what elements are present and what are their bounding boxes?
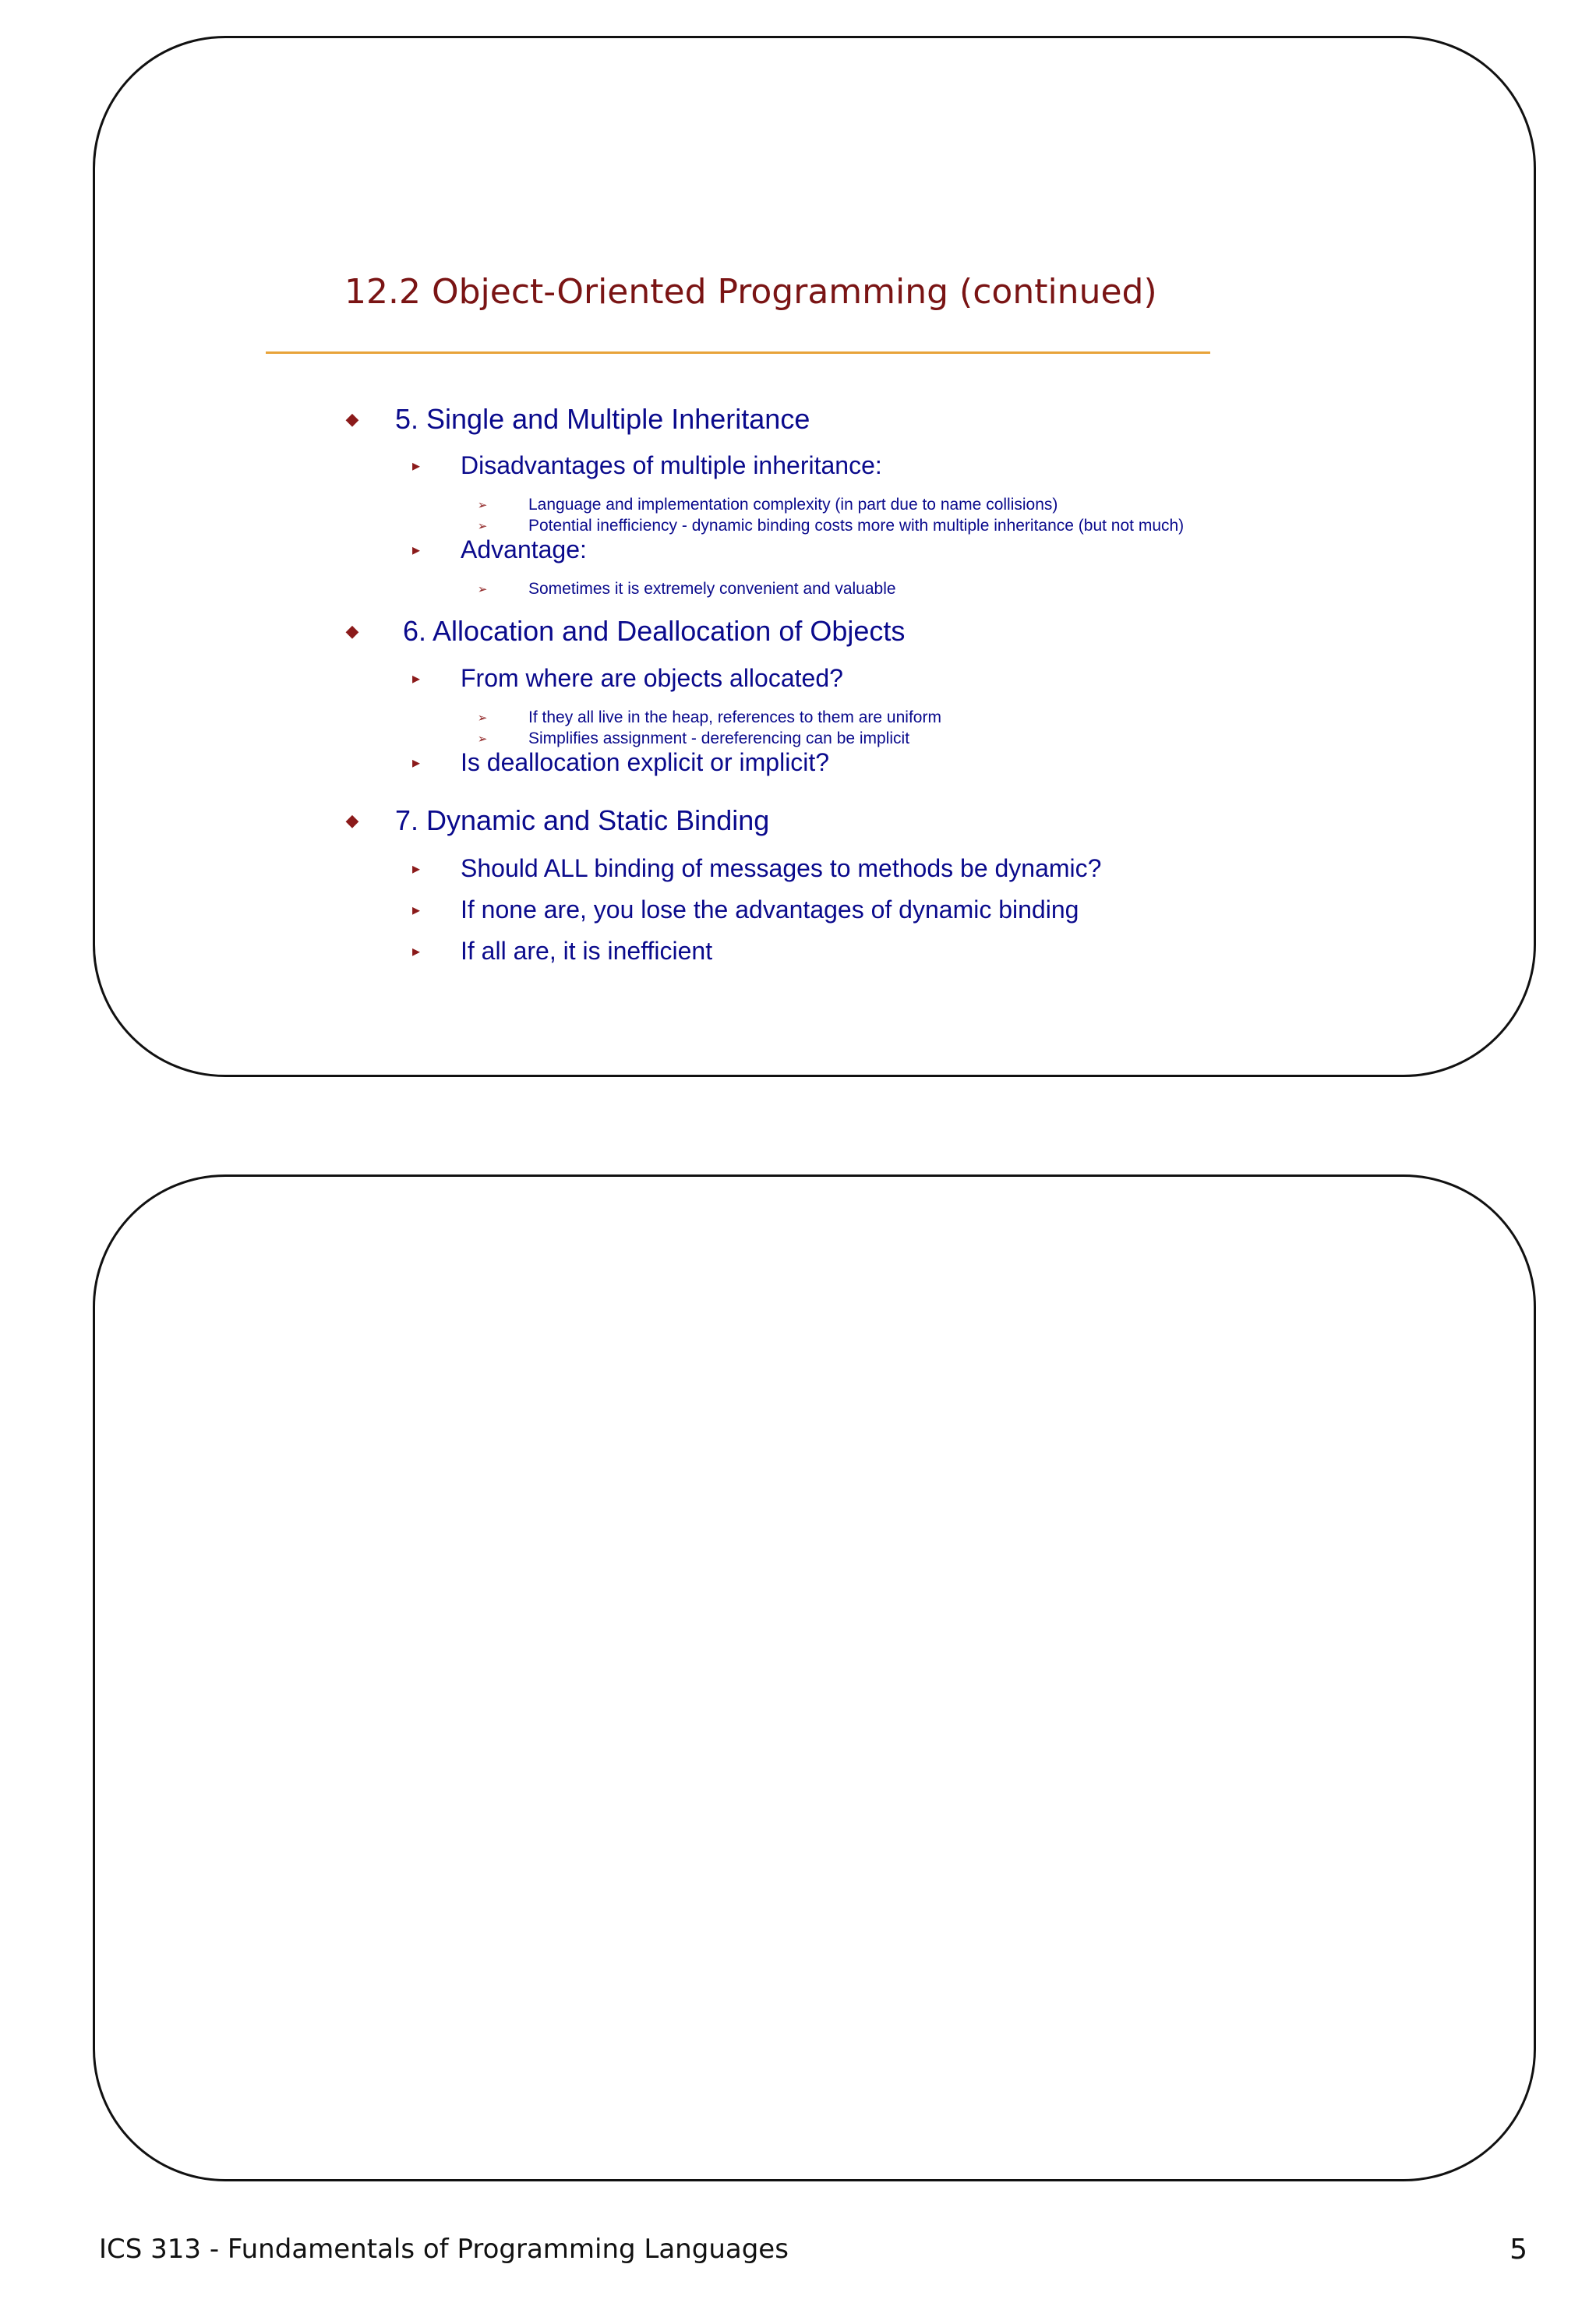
section-heading-allocation xyxy=(344,615,905,648)
slide-title: 12.2 Object-Oriented Programming (continued) xyxy=(344,272,1157,312)
list-item xyxy=(409,895,1079,924)
slide-1-content xyxy=(95,38,1534,1075)
diamond-bullet-icon: ◆ xyxy=(345,621,359,641)
slide-2-blank xyxy=(93,1174,1536,2181)
triangle-bullet-icon: ▸ xyxy=(411,943,421,960)
sub-list-item-text: Simplifies assignment - dereferencing can be implicit xyxy=(528,729,910,747)
list-item-text: Is deallocation explicit or implicit? xyxy=(461,748,830,776)
slide-1 xyxy=(93,36,1536,1077)
diamond-bullet-icon: ◆ xyxy=(345,811,359,830)
list-item xyxy=(409,664,843,693)
list-item-text: Disadvantages of multiple inheritance: xyxy=(461,451,882,479)
sub-list-item xyxy=(477,517,1184,535)
section-heading-binding xyxy=(344,804,769,837)
list-item xyxy=(409,854,1101,883)
arrow-bullet-icon: ➢ xyxy=(477,520,488,533)
sub-list-item xyxy=(477,708,941,727)
triangle-bullet-icon: ▸ xyxy=(411,902,421,919)
diamond-bullet-icon: ◆ xyxy=(345,409,359,429)
triangle-bullet-icon: ▸ xyxy=(411,670,421,687)
sub-list-item-text: Language and implementation complexity (in part due to name collisions) xyxy=(528,496,1058,514)
list-item-text: Advantage: xyxy=(461,535,587,563)
page-number: 5 xyxy=(1509,2234,1527,2266)
list-item xyxy=(409,748,829,777)
list-item-text: If none are, you lose the advantages of dynamic binding xyxy=(461,895,1079,924)
title-underline-rule xyxy=(266,351,1210,354)
footer-course-title: ICS 313 - Fundamentals of Programming Languages xyxy=(99,2234,789,2265)
triangle-bullet-icon: ▸ xyxy=(411,754,421,772)
list-item-text: Should ALL binding of messages to methods be dynamic? xyxy=(461,854,1102,882)
section-heading-inheritance xyxy=(344,403,810,436)
sub-list-item-text: If they all live in the heap, references to them are uniform xyxy=(528,708,941,726)
list-item xyxy=(409,535,587,564)
triangle-bullet-icon: ▸ xyxy=(411,860,421,878)
sub-list-item-text: Potential inefficiency - dynamic binding costs more with multiple inheritance (but not much) xyxy=(528,517,1185,535)
arrow-bullet-icon: ➢ xyxy=(477,499,488,512)
arrow-bullet-icon: ➢ xyxy=(477,712,488,725)
sub-list-item xyxy=(477,729,909,748)
arrow-bullet-icon: ➢ xyxy=(477,733,488,746)
triangle-bullet-icon: ▸ xyxy=(411,457,421,475)
list-item-text: From where are objects allocated? xyxy=(461,664,843,692)
list-item xyxy=(409,451,882,480)
sub-list-item xyxy=(477,496,1058,514)
section-heading-text: 5. Single and Multiple Inheritance xyxy=(395,403,810,435)
sub-list-item xyxy=(477,580,896,599)
list-item xyxy=(409,937,712,966)
list-item-text: If all are, it is inefficient xyxy=(461,937,713,965)
arrow-bullet-icon: ➢ xyxy=(477,583,488,596)
section-heading-text: 6. Allocation and Deallocation of Objects xyxy=(403,615,906,647)
sub-list-item-text: Sometimes it is extremely convenient and valuable xyxy=(528,580,896,598)
triangle-bullet-icon: ▸ xyxy=(411,542,421,559)
section-heading-text: 7. Dynamic and Static Binding xyxy=(395,804,770,836)
